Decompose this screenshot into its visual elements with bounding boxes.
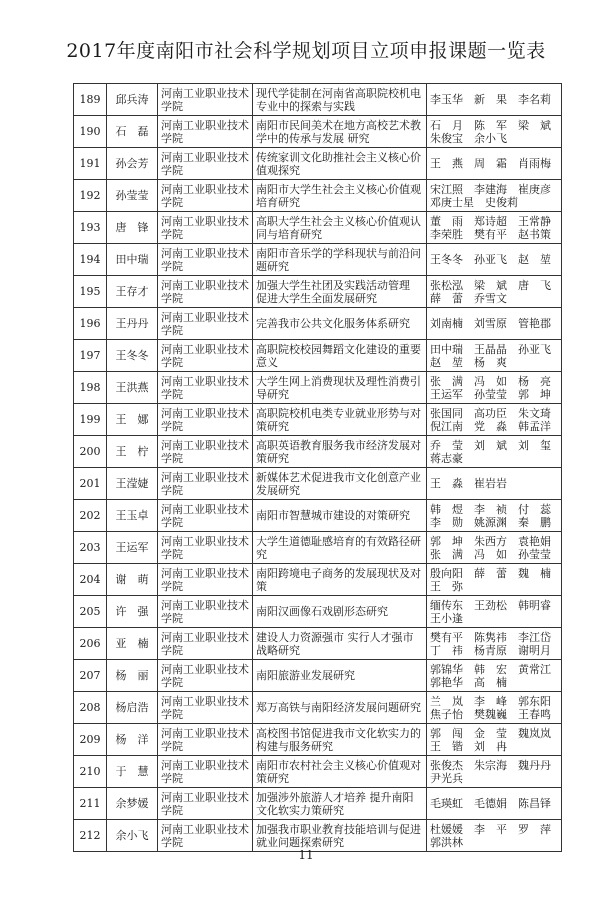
applicant-unit: 河南工业职业技术学院 <box>158 436 253 468</box>
applicant-name: 谢 萌 <box>107 564 158 596</box>
member-line: 董 雨 郑诗超 王常静 <box>430 214 551 228</box>
project-members <box>427 724 562 756</box>
member-line: 王小逢 <box>430 611 463 625</box>
applicant-unit: 河南工业职业技术学院 <box>158 276 253 308</box>
member-line: 李玉华 新 果 李名莉 <box>430 93 551 106</box>
row-number: 190 <box>74 116 107 148</box>
row-number: 210 <box>74 756 107 788</box>
applicant-unit: 河南工业职业技术学院 <box>158 724 253 756</box>
table-row <box>74 820 562 852</box>
project-members <box>427 820 562 852</box>
project-members <box>427 212 562 244</box>
project-members <box>427 756 562 788</box>
member-line: 王运军 孙莹莹 郭 坤 <box>430 387 551 401</box>
applicant-name: 王洪燕 <box>107 372 158 404</box>
project-members <box>427 84 562 116</box>
project-topic: 南阳市音乐学的学科现状与前沿问题研究 <box>253 244 427 276</box>
table-row <box>74 244 562 276</box>
applicant-name: 邱兵涛 <box>107 84 158 116</box>
row-number: 196 <box>74 308 107 340</box>
table-row <box>74 532 562 564</box>
member-line: 张 满 冯 如 孙莹莹 <box>430 547 551 561</box>
row-number: 195 <box>74 276 107 308</box>
table-row <box>74 180 562 212</box>
table-row <box>74 756 562 788</box>
applicant-name: 田中瑞 <box>107 244 158 276</box>
applicant-unit: 河南工业职业技术学院 <box>158 596 253 628</box>
member-line: 兰 岚 李 峰 郭东阳 <box>430 694 551 708</box>
project-members <box>427 148 562 180</box>
row-number: 203 <box>74 532 107 564</box>
applicant-name: 王运军 <box>107 532 158 564</box>
applicant-name: 杨 洋 <box>107 724 158 756</box>
project-topic: 南阳市大学生社会主义核心价值观培育研究 <box>253 180 427 212</box>
applicant-name: 石 磊 <box>107 116 158 148</box>
project-members <box>427 276 562 308</box>
row-number: 198 <box>74 372 107 404</box>
project-members <box>427 116 562 148</box>
member-line: 王冬冬 孙亚飞 赵 堃 <box>430 253 551 266</box>
project-topic: 完善我市公共文化服务体系研究 <box>253 308 427 340</box>
applicant-unit: 河南工业职业技术学院 <box>158 564 253 596</box>
applicant-unit: 河南工业职业技术学院 <box>158 628 253 660</box>
project-members <box>427 468 562 500</box>
applicant-unit: 河南工业职业技术学院 <box>158 468 253 500</box>
applicant-unit: 河南工业职业技术学院 <box>158 788 253 820</box>
applicant-name: 许 强 <box>107 596 158 628</box>
project-members <box>427 532 562 564</box>
applicant-unit: 河南工业职业技术学院 <box>158 212 253 244</box>
member-line: 蒋志豪 <box>430 451 463 465</box>
project-topic: 新媒体艺术促进我市文化创意产业发展研究 <box>253 468 427 500</box>
applicant-name: 杨 丽 <box>107 660 158 692</box>
table-row <box>74 660 562 692</box>
project-topic: 南阳旅游业发展研究 <box>253 660 427 692</box>
applicant-name: 余梦媛 <box>107 788 158 820</box>
applicant-unit: 河南工业职业技术学院 <box>158 180 253 212</box>
table-row <box>74 148 562 180</box>
project-members <box>427 340 562 372</box>
row-number: 205 <box>74 596 107 628</box>
row-number: 193 <box>74 212 107 244</box>
row-number: 199 <box>74 404 107 436</box>
applicant-name: 亚 楠 <box>107 628 158 660</box>
applicant-name: 杨启浩 <box>107 692 158 724</box>
row-number: 191 <box>74 148 107 180</box>
applicant-name: 王滢婕 <box>107 468 158 500</box>
table-row <box>74 500 562 532</box>
project-members <box>427 692 562 724</box>
member-line: 朱俊宝 余小飞 <box>430 131 507 145</box>
member-line: 邓庚士星 史俊莉 <box>430 195 518 209</box>
member-line: 王 锴 刘 冉 <box>430 739 507 753</box>
member-line: 殷向阳 薛 蕾 魏 楠 <box>430 566 551 580</box>
row-number: 201 <box>74 468 107 500</box>
member-line: 郭 闯 金 莹 魏岚岚 <box>430 726 551 740</box>
table-row <box>74 436 562 468</box>
member-line: 毛瑛虹 毛德娟 陈昌铎 <box>430 797 551 810</box>
row-number: 194 <box>74 244 107 276</box>
project-members <box>427 404 562 436</box>
project-members <box>427 436 562 468</box>
applicant-name: 孙莹莹 <box>107 180 158 212</box>
project-topic: 大学生道德耻感培育的有效路径研究 <box>253 532 427 564</box>
applicant-name: 于 慧 <box>107 756 158 788</box>
project-topic: 高职院校机电类专业就业形势与对策研究 <box>253 404 427 436</box>
applicant-unit: 河南工业职业技术学院 <box>158 340 253 372</box>
project-members <box>427 308 562 340</box>
member-line: 赵 堃 杨 爽 <box>430 355 507 369</box>
applicant-unit: 河南工业职业技术学院 <box>158 404 253 436</box>
table-row <box>74 404 562 436</box>
member-line: 丁 祎 杨青原 谢明月 <box>430 643 551 657</box>
project-topic: 传统家训文化助推社会主义核心价值观探究 <box>253 148 427 180</box>
project-topic: 高校图书馆促进我市文化软实力的构建与服务研究 <box>253 724 427 756</box>
table-row <box>74 724 562 756</box>
row-number: 211 <box>74 788 107 820</box>
applicant-unit: 河南工业职业技术学院 <box>158 532 253 564</box>
project-members <box>427 372 562 404</box>
member-line: 郭 坤 朱西方 袁艳娟 <box>430 534 551 548</box>
table-row <box>74 628 562 660</box>
row-number: 208 <box>74 692 107 724</box>
member-line: 李 勋 姚源渊 秦 鹏 <box>430 515 551 529</box>
applicant-unit: 河南工业职业技术学院 <box>158 756 253 788</box>
table-row <box>74 116 562 148</box>
applicant-name: 孙会芳 <box>107 148 158 180</box>
row-number: 202 <box>74 500 107 532</box>
row-number: 192 <box>74 180 107 212</box>
member-line: 郭艳华 高 楠 <box>430 675 507 689</box>
applicant-name: 王 娜 <box>107 404 158 436</box>
document-title: 2017年度南阳市社会科学规划项目立项申报课题一览表 <box>66 40 546 62</box>
page-number: 11 <box>298 848 314 862</box>
project-topic: 南阳跨境电子商务的发展现状及对策 <box>253 564 427 596</box>
project-members <box>427 660 562 692</box>
project-topic: 加强涉外旅游人才培养 提升南阳文化软实力策研究 <box>253 788 427 820</box>
member-line: 宋江照 李建海 崔庚彦 <box>430 182 551 196</box>
table-row <box>74 212 562 244</box>
row-number: 207 <box>74 660 107 692</box>
applicant-unit: 河南工业职业技术学院 <box>158 692 253 724</box>
project-members <box>427 788 562 820</box>
table-row <box>74 276 562 308</box>
applicant-unit: 河南工业职业技术学院 <box>158 244 253 276</box>
project-table-body <box>74 84 562 852</box>
member-line: 田中瑞 王晶晶 孙亚飞 <box>430 342 551 356</box>
member-line: 张松泓 梁 斌 唐 飞 <box>430 278 551 292</box>
applicant-name: 王冬冬 <box>107 340 158 372</box>
applicant-unit: 河南工业职业技术学院 <box>158 148 253 180</box>
project-topic: 现代学徒制在河南省高职院校机电专业中的探索与实践 <box>253 84 427 116</box>
table-row <box>74 308 562 340</box>
applicant-name: 王 柠 <box>107 436 158 468</box>
member-line: 郭洪林 <box>430 835 463 849</box>
row-number: 204 <box>74 564 107 596</box>
applicant-name: 余小飞 <box>107 820 158 852</box>
member-line: 李荣胜 樊有平 赵书策 <box>430 227 551 241</box>
project-topic: 郑万高铁与南阳经济发展问题研究 <box>253 692 427 724</box>
table-row <box>74 692 562 724</box>
applicant-unit: 河南工业职业技术学院 <box>158 660 253 692</box>
applicant-unit: 河南工业职业技术学院 <box>158 372 253 404</box>
project-topic: 高职英语教育服务我市经济发展对策研究 <box>253 436 427 468</box>
project-topic: 高职大学生社会主义核心价值观认同与培育研究 <box>253 212 427 244</box>
row-number: 212 <box>74 820 107 852</box>
member-line: 王 淼 崔岩岩 <box>430 477 507 490</box>
member-line: 尹光兵 <box>430 771 463 785</box>
member-line: 王 燕 周 霜 肖雨梅 <box>430 157 551 170</box>
member-line: 张 满 冯 如 杨 亮 <box>430 374 551 388</box>
table-row <box>74 84 562 116</box>
member-line: 石 月 陈 军 梁 斌 <box>430 118 551 132</box>
member-line: 张俊杰 朱宗海 魏丹丹 <box>430 758 551 772</box>
applicant-unit: 河南工业职业技术学院 <box>158 116 253 148</box>
project-topic: 南阳市农村社会主义核心价值观对策研究 <box>253 756 427 788</box>
member-line: 倪江南 党 淼 韩孟洋 <box>430 419 551 433</box>
project-members <box>427 180 562 212</box>
project-table <box>73 83 562 852</box>
project-topic: 大学生网上消费现状及理性消费引导研究 <box>253 372 427 404</box>
member-line: 王 弥 <box>430 579 463 593</box>
project-topic: 建设人力资源强市 实行人才强市战略研究 <box>253 628 427 660</box>
member-line: 韩 煜 李 祯 付 蕊 <box>430 502 551 516</box>
applicant-unit: 河南工业职业技术学院 <box>158 308 253 340</box>
project-topic: 加强我市职业教育技能培训与促进就业问题探索研究 <box>253 820 427 852</box>
project-members <box>427 564 562 596</box>
table-row <box>74 372 562 404</box>
project-topic: 高职院校校园舞蹈文化建设的重要意义 <box>253 340 427 372</box>
table-row <box>74 468 562 500</box>
row-number: 189 <box>74 84 107 116</box>
applicant-name: 王丹丹 <box>107 308 158 340</box>
project-topic: 加强大学生社团及实践活动管理 促进大学生全面发展研究 <box>253 276 427 308</box>
table-row <box>74 788 562 820</box>
applicant-name: 王玉卓 <box>107 500 158 532</box>
member-line: 焦子怡 樊魏巍 王春鸣 <box>430 707 551 721</box>
row-number: 200 <box>74 436 107 468</box>
row-number: 206 <box>74 628 107 660</box>
applicant-unit: 河南工业职业技术学院 <box>158 500 253 532</box>
project-topic: 南阳市民间美术在地方高校艺术教学中的传承与发展 研究 <box>253 116 427 148</box>
member-line: 樊有平 陈隽祎 李江岱 <box>430 630 551 644</box>
project-members <box>427 628 562 660</box>
applicant-name: 唐 锋 <box>107 212 158 244</box>
table-row <box>74 340 562 372</box>
member-line: 刘南楠 刘雪原 管艳郡 <box>430 317 551 330</box>
table-row <box>74 564 562 596</box>
member-line: 张国同 高功臣 朱文琦 <box>430 406 551 420</box>
applicant-name: 王存才 <box>107 276 158 308</box>
member-line: 郭锦华 韩 宏 黄常江 <box>430 662 551 676</box>
project-topic: 南阳汉画像石戏剧形态研究 <box>253 596 427 628</box>
project-topic: 南阳市智慧城市建设的对策研究 <box>253 500 427 532</box>
project-members <box>427 500 562 532</box>
row-number: 197 <box>74 340 107 372</box>
table-row <box>74 596 562 628</box>
applicant-unit: 河南工业职业技术学院 <box>158 820 253 852</box>
row-number: 209 <box>74 724 107 756</box>
applicant-unit: 河南工业职业技术学院 <box>158 84 253 116</box>
project-members <box>427 244 562 276</box>
member-line: 杜媛媛 李 平 罗 萍 <box>430 822 551 836</box>
member-line: 缅传东 王劲松 韩明睿 <box>430 598 551 612</box>
member-line: 乔 莹 刘 斌 刘 玺 <box>430 438 551 452</box>
member-line: 薛 蕾 乔雪文 <box>430 291 507 305</box>
project-members <box>427 596 562 628</box>
